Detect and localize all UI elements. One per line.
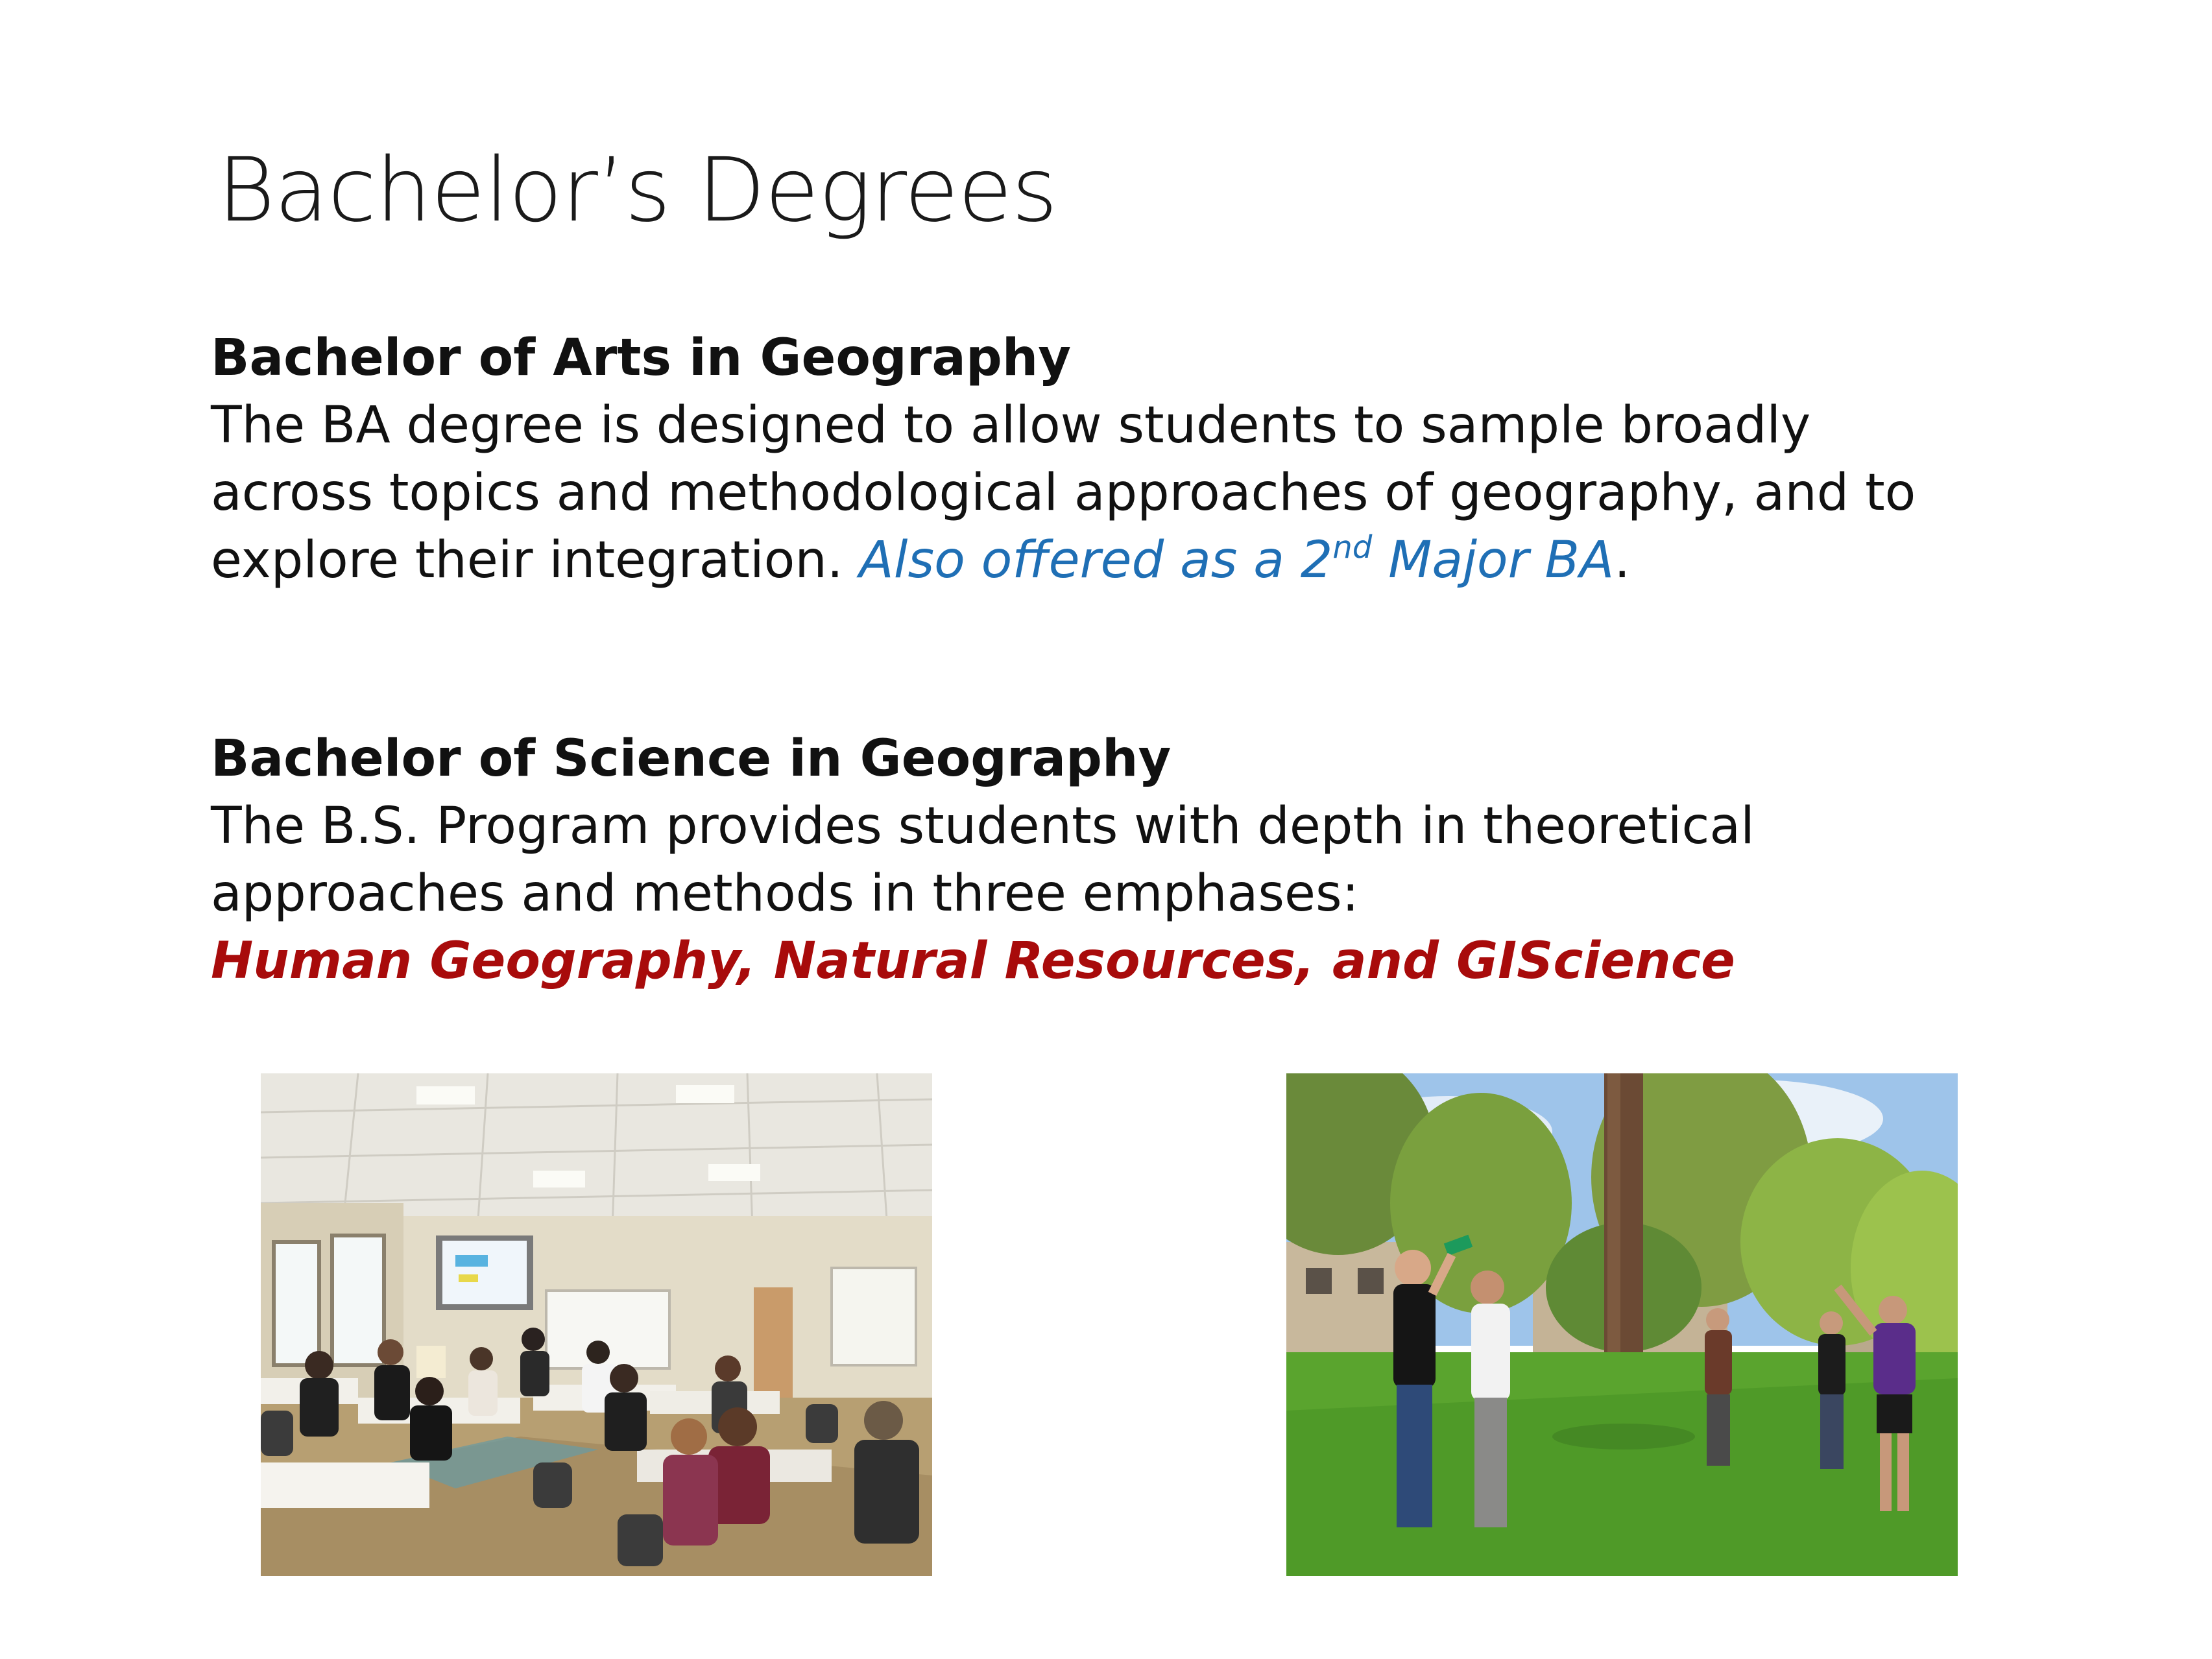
second-major-note-pre: Also offered as a 2 [859, 531, 1333, 590]
outdoor-field-photo [1286, 1073, 1958, 1576]
bs-description [211, 793, 2092, 995]
classroom-photo [261, 1073, 932, 1576]
slide-title: Bachelor’s Degrees [217, 139, 1057, 242]
second-major-note-sup: nd [1332, 529, 1373, 566]
bs-line-2: approaches and methods in three emphases: [211, 865, 1359, 923]
second-major-note [859, 531, 1614, 590]
second-major-note-post: Major BA [1372, 531, 1615, 590]
ba-heading: Bachelor of Arts in Geography [211, 329, 1072, 387]
ba-section [211, 324, 2092, 594]
ba-line-3 [211, 527, 2092, 594]
ba-line-1: The BA degree is designed to allow students to sample broadly [211, 396, 1811, 455]
bs-heading: Bachelor of Science in Geography [211, 730, 1172, 788]
ba-line-2: across topics and methodological approaches of geography, and to [211, 464, 1916, 522]
ba-description [211, 392, 2092, 594]
ba-line-3-text: explore their integration. [211, 531, 860, 590]
bs-emphases: Human Geography, Natural Resources, and GIScience [211, 932, 1735, 990]
bs-line-1: The B.S. Program provides students with depth in theoretical [211, 797, 1755, 855]
bs-section [211, 725, 2092, 995]
ba-line-3-end: . [1614, 531, 1631, 590]
